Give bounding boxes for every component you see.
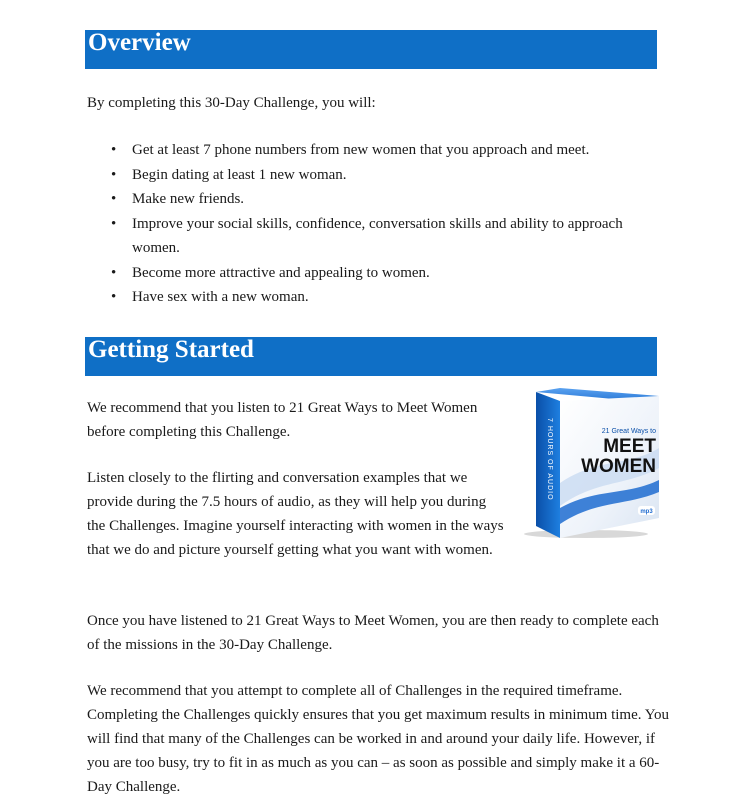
box-title-line1: MEET [603, 436, 656, 457]
overview-heading [85, 30, 657, 69]
bullet-icon: • [111, 215, 117, 232]
bullet-icon: • [111, 142, 117, 158]
bullet-icon: • [111, 191, 117, 207]
list-item: • Become more attractive and appealing to women. [87, 261, 647, 286]
list-item: • Get at least 7 phone numbers from new women that you approach and meet. [87, 138, 647, 163]
product-box-image [516, 388, 659, 540]
getting-started-heading [85, 337, 657, 376]
bullet-icon: • [111, 289, 117, 305]
paragraph: Listen closely to the flirting and conversation examples that we provide during the 7.5 hours of audio, as they will help you during the Challenges. Imagine yourself interacting with women in the ways that we do and picture yourself getting what you want with women. [87, 470, 504, 558]
box-title-line2: WOMEN [581, 456, 656, 477]
list-item: • Begin dating at least 1 new woman. [87, 163, 647, 188]
box-spine-text: 7 HOURS OF AUDIO [546, 418, 553, 501]
overview-heading-text: Overview [88, 29, 191, 56]
getting-started-heading-text: Getting Started [88, 336, 254, 363]
list-item: • Make new friends. [87, 187, 647, 212]
bullet-icon: • [111, 264, 117, 281]
paragraph: We recommend that you attempt to complete all of Challenges in the required timeframe. Completing the Challenges quickly ensures that you get maximum results in minimum time. You will find that many of the Challenges can be worked in and around your daily life. However, if you are too busy, try to fit in as much as you can – as soon as possible and simply make it a 60-Day Challenge. [87, 683, 670, 795]
box-small-title: 21 Great Ways to [601, 428, 656, 435]
mp3-badge-text: mp3 [640, 509, 653, 515]
list-item: • Have sex with a new woman. [87, 285, 647, 310]
paragraph: Once you have listened to 21 Great Ways to Meet Women, you are then ready to complete each of the missions in the 30-Day Challenge. [87, 613, 659, 653]
benefits-list [87, 138, 647, 310]
bullet-icon: • [111, 166, 117, 183]
list-item: • Improve your social skills, confidence, conversation skills and ability to approach women. [87, 212, 647, 261]
paragraph: We recommend that you listen to 21 Great Ways to Meet Women before completing this Challenge. [87, 400, 478, 440]
overview-intro: By completing this 30-Day Challenge, you will: [87, 95, 376, 111]
